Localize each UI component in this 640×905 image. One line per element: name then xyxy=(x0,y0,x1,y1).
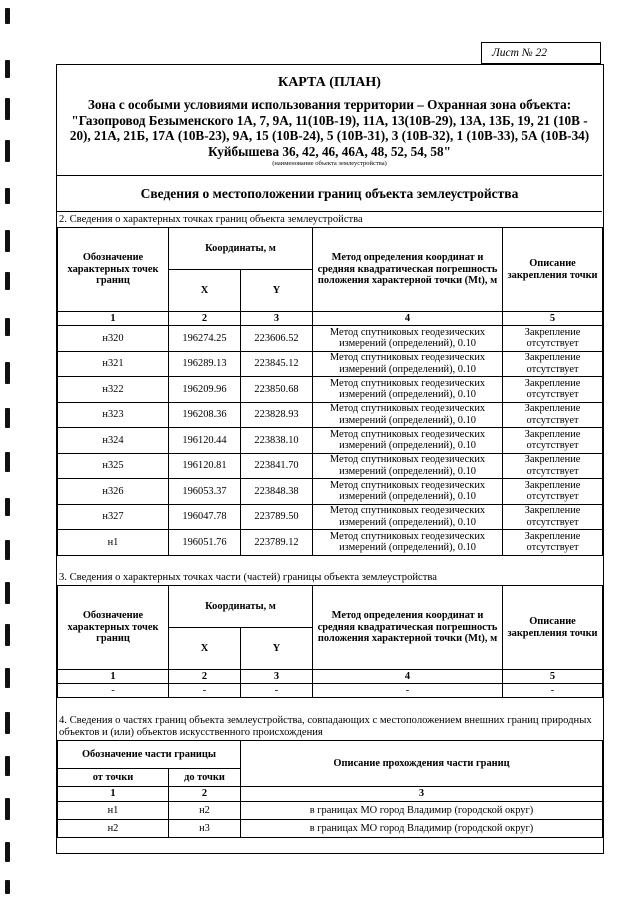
table-row xyxy=(58,351,603,377)
table-row xyxy=(58,428,603,454)
point-id: н1 xyxy=(58,530,169,556)
col-num: 2 xyxy=(169,670,241,684)
point-id: н322 xyxy=(58,377,169,403)
method-cell: Метод спутниковых геодезических измерений (определений), 0.10 xyxy=(313,377,503,403)
coord-y: 223841.70 xyxy=(241,453,313,479)
document-frame xyxy=(56,64,604,854)
desc-cell: Закрепление отсутствует xyxy=(503,504,603,530)
table-part-points xyxy=(57,585,603,698)
empty-cell: - xyxy=(58,684,169,698)
map-header xyxy=(57,65,602,175)
point-id: н320 xyxy=(58,326,169,352)
sheet-number: Лист № 22 xyxy=(481,42,601,64)
th-designation: Обозначение характерных точек границ xyxy=(58,228,169,312)
th-x: X xyxy=(169,270,241,312)
th-desc: Описание закрепления точки xyxy=(503,228,603,312)
object-name: Зона с особыми условиями использования территории – Охранная зона объекта: "Газопровод Безыменского 1А, 7, 9А, 11(10В-19), 11А, 13(10В-29), 13А, 13Б, 19, 21 (10В - 20), 21А, 21Б, 17А (10В-23), 9А, 15 (10В-24), 5 (10В-31), 3 (10В-32), 1 (10В-33), 5А (10В-34) Куйбышева 36, 42, 46, 46А, 48, 52, 54, 58" xyxy=(69,97,590,159)
method-cell: Метод спутниковых геодезических измерений (определений), 0.10 xyxy=(313,326,503,352)
th-x: X xyxy=(169,628,241,670)
from-point: н1 xyxy=(58,802,169,820)
table-row xyxy=(58,820,603,838)
table-row xyxy=(58,377,603,403)
section-title: Сведения о местоположении границ объекта землеустройства xyxy=(57,175,602,212)
binding-holes xyxy=(0,0,16,905)
method-cell: Метод спутниковых геодезических измерений (определений), 0.10 xyxy=(313,428,503,454)
col-num: 1 xyxy=(58,312,169,326)
point-id: н326 xyxy=(58,479,169,505)
coord-x: 196274.25 xyxy=(169,326,241,352)
desc-cell: Закрепление отсутствует xyxy=(503,428,603,454)
table-row xyxy=(58,530,603,556)
from-point: н2 xyxy=(58,820,169,838)
col-num: 2 xyxy=(169,787,241,802)
method-cell: Метод спутниковых геодезических измерений (определений), 0.10 xyxy=(313,479,503,505)
method-cell: Метод спутниковых геодезических измерений (определений), 0.10 xyxy=(313,402,503,428)
coord-y: 223845.12 xyxy=(241,351,313,377)
coord-y: 223789.50 xyxy=(241,504,313,530)
method-cell: Метод спутниковых геодезических измерений (определений), 0.10 xyxy=(313,351,503,377)
method-cell: Метод спутниковых геодезических измерений (определений), 0.10 xyxy=(313,453,503,479)
col-num: 3 xyxy=(241,312,313,326)
table-row xyxy=(58,402,603,428)
coord-x: 196208.36 xyxy=(169,402,241,428)
coord-y: 223838.10 xyxy=(241,428,313,454)
empty-cell: - xyxy=(241,684,313,698)
desc-cell: Закрепление отсутствует xyxy=(503,326,603,352)
method-cell: Метод спутниковых геодезических измерений (определений), 0.10 xyxy=(313,530,503,556)
table-row xyxy=(58,802,603,820)
point-id: н321 xyxy=(58,351,169,377)
col-num: 5 xyxy=(503,312,603,326)
th-coords: Координаты, м xyxy=(169,228,313,270)
col-num: 1 xyxy=(58,670,169,684)
desc-cell: Закрепление отсутствует xyxy=(503,479,603,505)
desc-cell: Закрепление отсутствует xyxy=(503,351,603,377)
table-row xyxy=(58,453,603,479)
table-row xyxy=(58,326,603,352)
coord-x: 196120.44 xyxy=(169,428,241,454)
coord-y: 223789.12 xyxy=(241,530,313,556)
coord-x: 196047.78 xyxy=(169,504,241,530)
coord-x: 196209.96 xyxy=(169,377,241,403)
coord-y: 223848.38 xyxy=(241,479,313,505)
th-designation: Обозначение характерных точек границ xyxy=(58,586,169,670)
desc-cell: Закрепление отсутствует xyxy=(503,402,603,428)
point-id: н325 xyxy=(58,453,169,479)
coord-x: 196120.81 xyxy=(169,453,241,479)
table2-caption: 2. Сведения о характерных точках границ объекта землеустройства xyxy=(59,214,363,225)
col-num: 4 xyxy=(313,312,503,326)
point-id: н323 xyxy=(58,402,169,428)
col-num: 3 xyxy=(241,787,603,802)
empty-cell: - xyxy=(169,684,241,698)
coord-x: 196053.37 xyxy=(169,479,241,505)
point-id: н324 xyxy=(58,428,169,454)
desc-cell: Закрепление отсутствует xyxy=(503,377,603,403)
empty-cell: - xyxy=(503,684,603,698)
th-from: от точки xyxy=(58,769,169,787)
passage-desc: в границах МО город Владимир (городской округ) xyxy=(241,802,603,820)
coord-x: 196051.76 xyxy=(169,530,241,556)
table-row xyxy=(58,504,603,530)
th-y: Y xyxy=(241,270,313,312)
map-title: КАРТА (ПЛАН) xyxy=(278,75,381,90)
empty-cell: - xyxy=(313,684,503,698)
table-boundary-points xyxy=(57,227,603,556)
col-num: 3 xyxy=(241,670,313,684)
object-caption: (наименование объекта землеустройства) xyxy=(272,160,387,167)
desc-cell: Закрепление отсутствует xyxy=(503,453,603,479)
table3-caption: 3. Сведения о характерных точках части (частей) границы объекта землеустройства xyxy=(59,572,437,583)
col-num: 4 xyxy=(313,670,503,684)
point-id: н327 xyxy=(58,504,169,530)
method-cell: Метод спутниковых геодезических измерений (определений), 0.10 xyxy=(313,504,503,530)
th-coords: Координаты, м xyxy=(169,586,313,628)
col-num: 5 xyxy=(503,670,603,684)
to-point: н2 xyxy=(169,802,241,820)
coord-y: 223828.93 xyxy=(241,402,313,428)
coord-y: 223606.52 xyxy=(241,326,313,352)
th-y: Y xyxy=(241,628,313,670)
col-num: 2 xyxy=(169,312,241,326)
table-boundary-parts xyxy=(57,740,603,838)
col-num: 1 xyxy=(58,787,169,802)
th-desc: Описание закрепления точки xyxy=(503,586,603,670)
passage-desc: в границах МО город Владимир (городской округ) xyxy=(241,820,603,838)
th-passage: Описание прохождения части границ xyxy=(241,741,603,787)
table4-caption: 4. Сведения о частях границ объекта землеустройства, совпадающих с местоположением внешних границ природных объектов и (или) объектов искусственного происхождения xyxy=(59,715,592,738)
th-method: Метод определения координат и средняя квадратическая погрешность положения характерной точки (Mt), м xyxy=(313,228,503,312)
desc-cell: Закрепление отсутствует xyxy=(503,530,603,556)
th-part: Обозначение части границы xyxy=(58,741,241,769)
th-to: до точки xyxy=(169,769,241,787)
th-method: Метод определения координат и средняя квадратическая погрешность положения характерной точки (Mt), м xyxy=(313,586,503,670)
to-point: н3 xyxy=(169,820,241,838)
coord-x: 196289.13 xyxy=(169,351,241,377)
coord-y: 223850.68 xyxy=(241,377,313,403)
table-row xyxy=(58,479,603,505)
